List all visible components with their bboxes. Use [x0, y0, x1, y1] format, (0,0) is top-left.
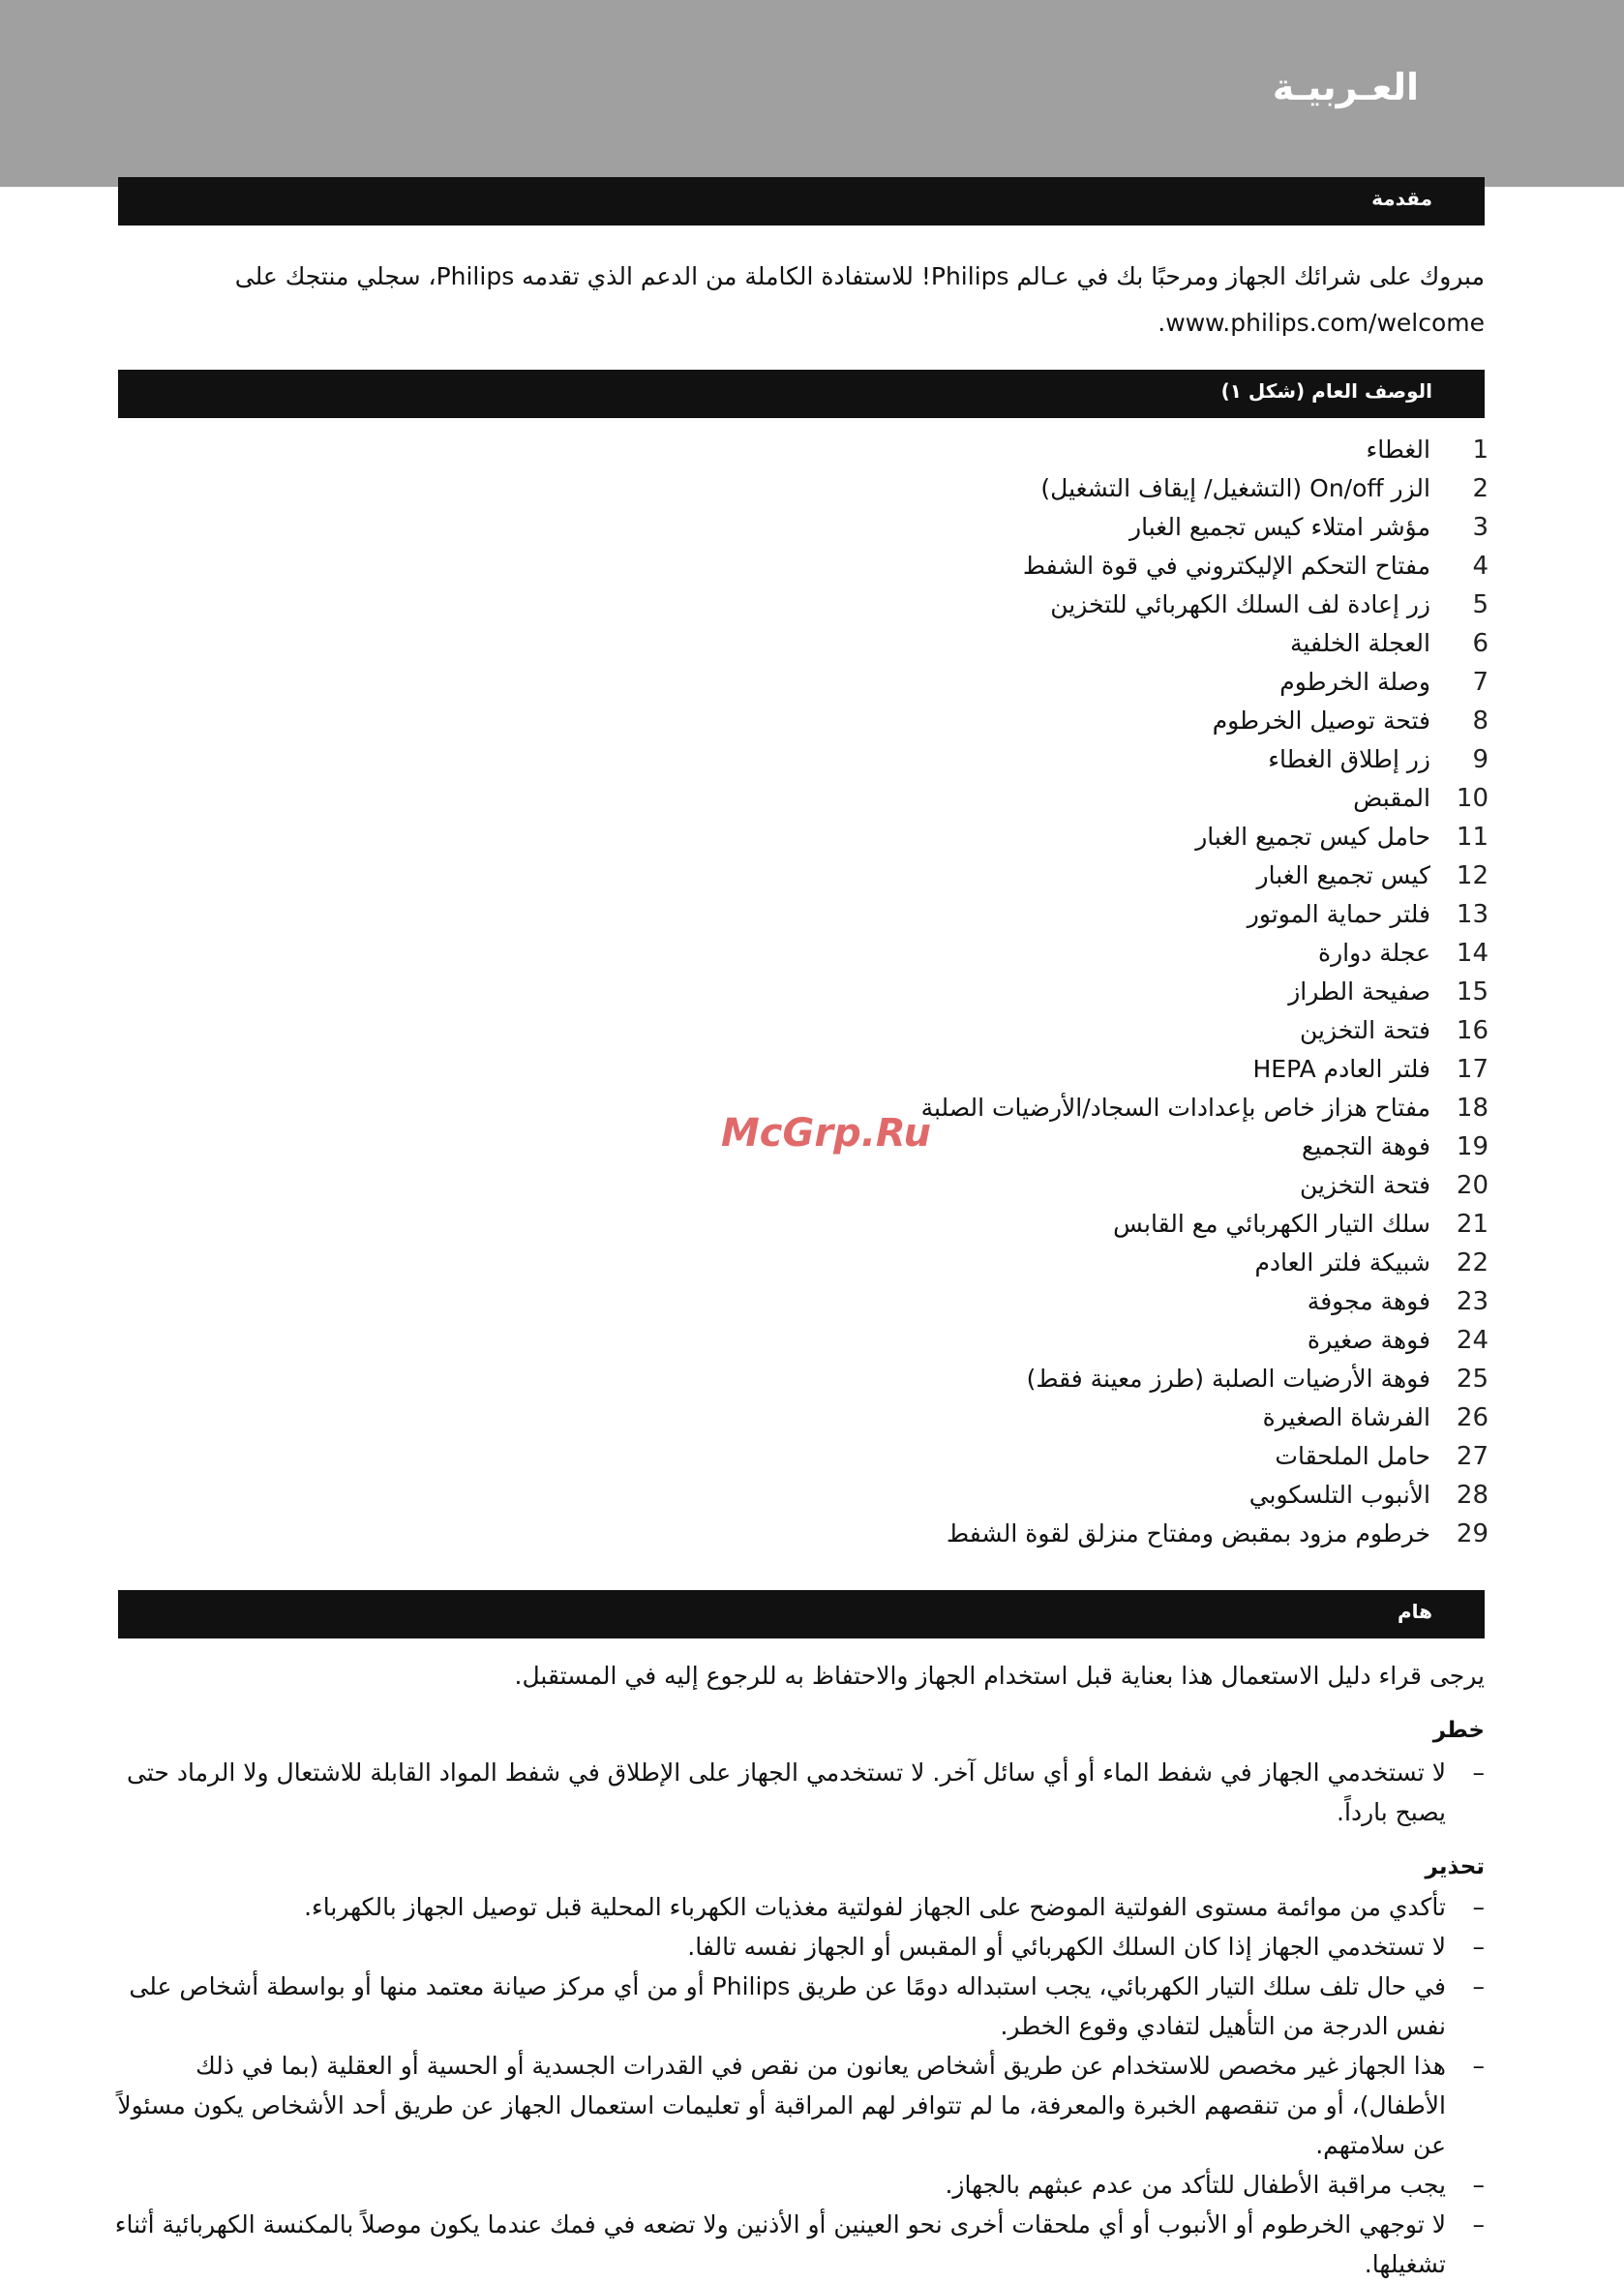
part-number: 17 — [1456, 1055, 1489, 1084]
bullet-item — [110, 1887, 1485, 1927]
part-item — [269, 1283, 1489, 1322]
part-item — [269, 1361, 1489, 1399]
part-label: فلتر حماية الموتور — [1247, 900, 1430, 928]
part-item — [269, 703, 1489, 741]
part-label: فتحة توصيل الخرطوم — [1212, 706, 1430, 735]
bullet-dash: – — [1472, 1893, 1485, 1921]
part-label: فوهة التجميع — [1302, 1132, 1430, 1160]
header-band — [0, 0, 1624, 187]
bullet-dash: – — [1472, 1933, 1485, 1961]
important-section-bar — [118, 1590, 1485, 1638]
intro-section-bar — [118, 177, 1485, 225]
part-number: 20 — [1456, 1171, 1489, 1200]
part-number: 14 — [1456, 939, 1489, 968]
part-label: فتحة التخزين — [1299, 1016, 1430, 1044]
part-item — [269, 432, 1489, 470]
part-item — [269, 586, 1489, 625]
part-number: 7 — [1472, 668, 1489, 697]
part-label: الغطاء — [1366, 436, 1430, 464]
part-label: فلتر العادم HEPA — [1252, 1055, 1430, 1083]
bullet-dash: – — [1472, 2171, 1485, 2199]
part-item — [269, 819, 1489, 857]
part-label: فتحة التخزين — [1299, 1171, 1430, 1199]
watermark: McGrp.Ru — [721, 1111, 931, 1156]
part-item — [269, 1206, 1489, 1245]
bullet-text: في حال تلف سلك التيار الكهربائي، يجب استبداله دومًا عن طريق Philips أو من أي مركز صيانة معتمد منها أو بواسطة أشخاص على نفس الدرجة من التأهيل لتفادي وقوع الخطر. — [129, 1972, 1446, 2040]
bullet-text: يجب مراقبة الأطفال للتأكد من عدم عبثهم بالجهاز. — [945, 2171, 1446, 2199]
part-label: زر إطلاق الغطاء — [1268, 745, 1430, 773]
part-number: 21 — [1456, 1210, 1489, 1239]
part-number: 24 — [1456, 1326, 1489, 1355]
part-number: 12 — [1456, 861, 1489, 890]
part-number: 13 — [1456, 900, 1489, 929]
part-item — [269, 1516, 1489, 1554]
part-number: 11 — [1456, 823, 1489, 852]
part-item — [269, 974, 1489, 1012]
important-paragraph: يرجى قراء دليل الاستعمال هذا بعناية قبل استخدام الجهاز والاحتفاظ به للرجوع إليه في المستقبل. — [514, 1662, 1485, 1690]
intro-paragraph: مبروك على شرائك الجهاز ومرحبًا بك في عـالم Philips! للاستفادة الكاملة من الدعم الذي تقدمه Philips، سجلي منتجك على www.philips.com/welcome. — [234, 262, 1485, 337]
bullet-item — [110, 1967, 1485, 2046]
part-item — [269, 896, 1489, 935]
language-title: العـربيـة — [1272, 66, 1419, 108]
part-item — [269, 1051, 1489, 1090]
part-item — [269, 935, 1489, 974]
bullet-dash: – — [1472, 1758, 1485, 1787]
part-number: 3 — [1472, 513, 1489, 542]
description-heading: الوصف العام (شكل ١) — [1220, 379, 1432, 403]
bullet-dash: – — [1472, 1972, 1485, 2000]
part-number: 29 — [1456, 1519, 1489, 1548]
part-label: العجلة الخلفية — [1290, 629, 1430, 657]
part-label: شبيكة فلتر العادم — [1254, 1248, 1430, 1277]
part-number: 22 — [1456, 1248, 1489, 1277]
part-label: كيس تجميع الغبار — [1256, 861, 1430, 889]
part-item — [269, 1245, 1489, 1283]
part-number: 23 — [1456, 1287, 1489, 1316]
part-label: وصلة الخرطوم — [1279, 668, 1430, 696]
bullet-item — [110, 2046, 1485, 2165]
bullet-text: هذا الجهاز غير مخصص للاستخدام عن طريق أشخاص يعانون من نقص في القدرات الجسدية أو الحسية أو العقلية (بما في ذلك الأطفال)، أو من تنقصهم الخبرة والمعرفة، ما لم تتوافر لهم المراقبة أو تعليمات استعمال الجهاز عن طريق أحد الأشخاص يكون مسئولاً عن سلامتهم. — [117, 2052, 1446, 2159]
important-heading: هام — [1397, 1600, 1432, 1623]
part-number: 8 — [1472, 706, 1489, 736]
bullet-item — [110, 2165, 1485, 2205]
part-label: فوهة مجوفة — [1307, 1287, 1430, 1315]
part-label: مؤشر امتلاء كيس تجميع الغبار — [1129, 513, 1430, 541]
part-number: 18 — [1456, 1094, 1489, 1123]
part-label: مفتاح هزاز خاص بإعدادات السجاد/الأرضيات الصلبة — [920, 1094, 1430, 1122]
part-label: المقبض — [1353, 784, 1430, 812]
part-label: خرطوم مزود بمقبض ومفتاح منزلق لقوة الشفط — [947, 1519, 1430, 1548]
part-label: زر إعادة لف السلك الكهربائي للتخزين — [1050, 590, 1430, 618]
part-item — [269, 548, 1489, 586]
danger-heading: خطر — [1432, 1718, 1485, 1743]
part-item — [269, 664, 1489, 703]
intro-heading: مقدمة — [1371, 187, 1432, 210]
part-label: فوهة الأرضيات الصلبة (طرز معينة فقط) — [1026, 1365, 1430, 1393]
part-number: 2 — [1472, 474, 1489, 503]
danger-list — [110, 1753, 1485, 1832]
part-label: الزر On/off (التشغيل/ إيقاف التشغيل) — [1040, 474, 1430, 502]
part-label: صفيحة الطراز — [1288, 977, 1430, 1006]
part-item — [269, 1167, 1489, 1206]
warning-list — [110, 1887, 1485, 2284]
part-label: عجلة دوارة — [1317, 939, 1430, 967]
bullet-item — [110, 1927, 1485, 1967]
part-item — [269, 741, 1489, 780]
part-item — [269, 780, 1489, 819]
bullet-item — [110, 1753, 1485, 1832]
part-number: 1 — [1472, 436, 1489, 465]
warning-heading: تحذير — [1425, 1854, 1485, 1879]
part-item — [269, 1012, 1489, 1051]
part-label: حامل كيس تجميع الغبار — [1195, 823, 1430, 851]
part-label: الأنبوب التلسكوبي — [1248, 1481, 1430, 1509]
part-number: 26 — [1456, 1403, 1489, 1432]
part-item — [269, 509, 1489, 548]
part-number: 15 — [1456, 977, 1489, 1007]
bullet-dash: – — [1472, 2210, 1485, 2239]
part-number: 28 — [1456, 1481, 1489, 1510]
part-number: 27 — [1456, 1442, 1489, 1471]
part-label: الفرشاة الصغيرة — [1262, 1403, 1430, 1431]
part-number: 19 — [1456, 1132, 1489, 1161]
part-label: فوهة صغيرة — [1307, 1326, 1430, 1354]
part-item — [269, 625, 1489, 664]
part-number: 16 — [1456, 1016, 1489, 1045]
part-item — [269, 1477, 1489, 1516]
bullet-text: لا تستخدمي الجهاز إذا كان السلك الكهربائي أو المقبس أو الجهاز نفسه تالفا. — [687, 1933, 1446, 1961]
bullet-text: تأكدي من موائمة مستوى الفولتية الموضح على الجهاز لفولتية مغذيات الكهرباء المحلية قبل توصيل الجهاز بالكهرباء. — [304, 1893, 1446, 1921]
part-item — [269, 1399, 1489, 1438]
part-number: 9 — [1472, 745, 1489, 774]
part-label: مفتاح التحكم الإليكتروني في قوة الشفط — [1022, 552, 1430, 580]
parts-list — [269, 432, 1489, 1554]
part-item — [269, 1322, 1489, 1361]
part-item — [269, 857, 1489, 896]
bullet-item — [110, 2205, 1485, 2284]
part-number: 10 — [1456, 784, 1489, 813]
description-section-bar — [118, 370, 1485, 418]
bullet-text: لا تستخدمي الجهاز في شفط الماء أو أي سائل آخر. لا تستخدمي الجهاز على الإطلاق في شفط المواد القابلة للاشتعال ولا الرماد حتى يصبح بارداً. — [127, 1758, 1446, 1826]
part-label: سلك التيار الكهربائي مع القابس — [1113, 1210, 1430, 1238]
part-number: 25 — [1456, 1365, 1489, 1394]
part-label: حامل الملحقات — [1275, 1442, 1430, 1470]
part-item — [269, 1438, 1489, 1477]
part-number: 4 — [1472, 552, 1489, 581]
bullet-text: لا توجهي الخرطوم أو الأنبوب أو أي ملحقات أخرى نحو العينين أو الأذنين ولا تضعه في فمك عندما يكون موصلاً بالمكنسة الكهربائية أثناء تشغيلها. — [114, 2210, 1446, 2278]
part-number: 6 — [1472, 629, 1489, 658]
part-number: 5 — [1472, 590, 1489, 619]
bullet-dash: – — [1472, 2052, 1485, 2080]
part-item — [269, 470, 1489, 509]
